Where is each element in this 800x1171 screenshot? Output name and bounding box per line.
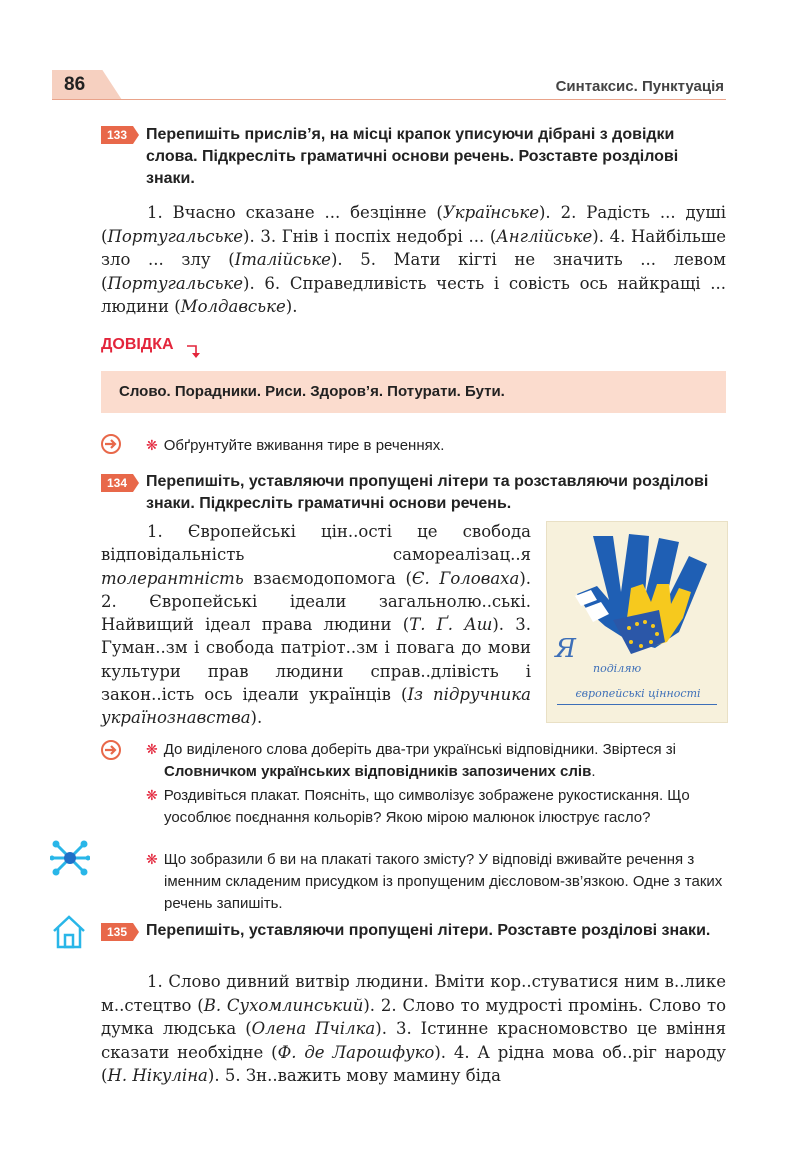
task-134-instruction: Перепишіть, уставляючи пропущені літери та розставляючи розділові знаки. Підкресліть граматичні основи речень.: [146, 473, 709, 512]
task-135-instruction: Перепишіть, уставляючи пропущені літери. Розставте розділові знаки.: [146, 922, 711, 939]
task-133-badge: 133: [101, 126, 133, 144]
task-135-text: 1. Слово дивний витвір людини. Вміти кор..стуватися ним в..лике м..стецтво (В. Сухомлинський). 2. Слово то мудрості промінь. Слово то думка людська (Олена Пчілка). 3. Істинне красномовство це вміння сказати необхідне (Ф. де Ларошфуко). 4. А рідна мова об..ріг народу (Н. Нікуліна). 5. Зн..важить мову мамину біда: [101, 972, 727, 1085]
section-title: Синтаксис. Пунктуація: [555, 78, 724, 95]
reference-box: [101, 371, 726, 413]
poster-image: [546, 521, 728, 723]
reference-label: ДОВІДКА: [101, 336, 174, 353]
question-2: ❋ Роздивіться плакат. Поясніть, що символізує зображене рукостискання. Що уособлює поєднання кольорів? Якою мірою малюнок ілюструє гасло?: [146, 787, 690, 826]
asterisk-icon: ❋: [146, 787, 158, 803]
reference-words: Слово. Порадники. Риси. Здоров’я. Потурати. Бути.: [119, 383, 505, 400]
page-number: 86: [64, 74, 86, 95]
question-3: ❋ Що зобразили б ви на плакаті такого змісту? У відповіді вживайте речення з іменним складеним присудком із пропущеним дієсловом-зв’язкою. Одне з таких речень запишіть.: [146, 851, 723, 912]
task-133-text: 1. Вчасно сказане ... безцінне (Українське). 2. Радість ... душі (Португальське). 3. Гнів і поспіх недобрі ... (Англійське). 4. Найбільше зло ... злу (Італійське). 5. Мати кігті не значить ... левом (Португальське). 6. Справедливість честь і совість ось найкращі ... людини (Молдавське).: [101, 203, 726, 316]
asterisk-icon: ❋: [146, 741, 158, 757]
asterisk-icon: ❋: [146, 851, 158, 867]
page-number-tab: [52, 70, 122, 100]
task-134-text: 1. Європейські цін..ості це свобода відповідальність самореалізац..я толерантність взаємодопомога (Є. Головаха). 2. Європейські ідеали загальнолю..ські. Найвищий ідеал права людини (Т. Ґ. Аш). 3. Гуман..зм і свобода патріот..зм і повага до мови культури прав людини справ..длівість і закон..ість ось ідеали українців (Із підручника українознавства).: [101, 522, 532, 728]
molecule-icon: [50, 838, 90, 878]
arrow-right-circle-icon: [101, 434, 121, 454]
task-134-badge: 134: [101, 474, 133, 492]
task-135-badge: 135: [101, 923, 133, 941]
down-arrow-icon: [186, 343, 202, 359]
question-1: ❋ До виділеного слова доберіть два-три українські відповідники. Звіртеся зі Словничком українських відповідників запозичених слів.: [146, 741, 676, 780]
note-1: ❋ Обґрунтуйте вживання тире в реченнях.: [146, 437, 445, 454]
arrow-right-circle-icon: [101, 740, 121, 760]
poster-text-1: Я: [555, 634, 576, 664]
poster-text-2: поділяю: [593, 662, 642, 675]
task-133-instruction: Перепишіть прислів’я, на місці крапок уписуючи дібрані з довідки слова. Підкресліть граматичні основи речень. Розставте розділові знаки.: [146, 126, 679, 187]
home-icon: [51, 914, 87, 950]
poster-text-3: європейські цінності: [575, 687, 701, 700]
asterisk-icon: ❋: [146, 437, 158, 453]
poster-underline: [557, 704, 717, 705]
header-rule: [52, 99, 726, 100]
